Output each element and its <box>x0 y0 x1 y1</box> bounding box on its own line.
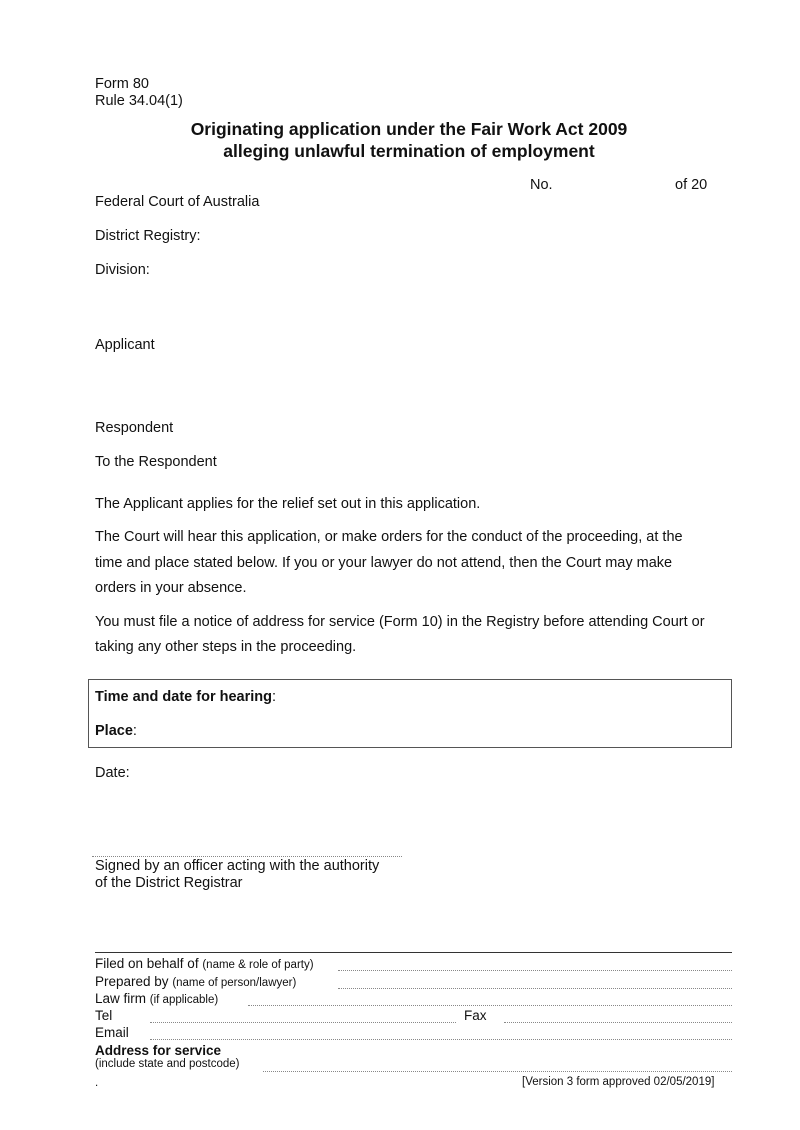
district-registry-label: District Registry: <box>95 228 201 244</box>
respondent-label: Respondent <box>95 420 174 436</box>
body-paragraph-3-line-1: You must file a notice of address for service (Form 10) in the Registry before attending Court or <box>95 614 705 630</box>
to-respondent-label: To the Respondent <box>95 454 217 470</box>
form-title-line2: alleging unlawful termination of employment <box>223 141 595 161</box>
filed-on-behalf-label: Filed on behalf of <box>95 956 199 971</box>
fax-label: Fax <box>464 1008 487 1023</box>
hearing-time-field[interactable] <box>95 689 276 706</box>
version-note: [Version 3 form approved 02/05/2019] <box>522 1076 715 1088</box>
filed-on-behalf-field[interactable] <box>338 970 732 971</box>
prepared-by-field[interactable] <box>338 988 732 989</box>
hearing-place-field[interactable] <box>95 723 137 740</box>
body-paragraph-3-line-2: taking any other steps in the proceeding. <box>95 639 357 655</box>
body-paragraph-2-line-3: orders in your absence. <box>95 580 247 596</box>
fax-field[interactable] <box>504 1022 732 1023</box>
prepared-by-row <box>95 974 296 991</box>
signature-line[interactable] <box>92 856 402 857</box>
date-label: Date: <box>95 765 130 781</box>
address-for-service-label: Address for service <box>95 1043 222 1058</box>
court-name: Federal Court of Australia <box>95 194 260 210</box>
address-for-service-field[interactable] <box>263 1071 732 1072</box>
address-for-service-note: (include state and postcode) <box>95 1058 240 1070</box>
form-title-line1: Originating application under the Fair Work Act 2009 <box>190 119 628 139</box>
rule-reference: Rule 34.04(1) <box>95 93 183 109</box>
form-number: Form 80 <box>95 76 149 92</box>
law-firm-label: Law firm <box>95 991 147 1006</box>
tel-field[interactable] <box>150 1022 456 1023</box>
signature-text-line-1: Signed by an officer acting with the authority <box>95 858 380 874</box>
hearing-time-colon: : <box>272 689 277 705</box>
case-number-label: No. <box>530 177 553 193</box>
hearing-time-label: Time and date for hearing <box>95 689 272 705</box>
applicant-label: Applicant <box>95 337 155 353</box>
law-firm-field[interactable] <box>248 1005 732 1006</box>
division-label: Division: <box>95 262 150 278</box>
law-firm-note: (if applicable) <box>149 994 219 1006</box>
hearing-place-colon: : <box>132 723 137 739</box>
law-firm-row <box>95 991 218 1008</box>
email-label: Email <box>95 1025 129 1040</box>
tel-label: Tel <box>95 1008 113 1023</box>
email-field[interactable] <box>150 1039 732 1040</box>
body-paragraph-1: The Applicant applies for the relief set out in this application. <box>95 496 481 512</box>
filed-on-behalf-note: (name & role of party) <box>202 959 314 971</box>
filed-on-behalf-row <box>95 956 314 973</box>
footer-dot: . <box>95 1077 99 1089</box>
hearing-place-label: Place <box>95 723 133 739</box>
body-paragraph-2-line-2: time and place stated below. If you or your lawyer do not attend, then the Court may make <box>95 555 673 571</box>
case-year-label: of 20 <box>675 177 708 193</box>
body-paragraph-2-line-1: The Court will hear this application, or make orders for the conduct of the proceeding, at the <box>95 529 683 545</box>
footer-top-rule <box>95 952 732 953</box>
prepared-by-note: (name of person/lawyer) <box>172 977 297 989</box>
signature-text-line-2: of the District Registrar <box>95 875 243 891</box>
prepared-by-label: Prepared by <box>95 974 169 989</box>
